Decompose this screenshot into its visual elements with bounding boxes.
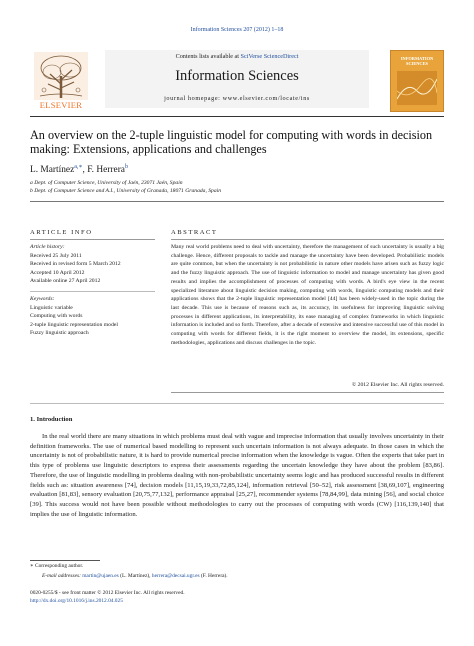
- keywords: [30, 295, 155, 338]
- cover-pattern-icon: [397, 71, 437, 105]
- email-label: E-mail addresses:: [42, 573, 83, 579]
- journal-masthead: [30, 44, 444, 114]
- article-info-heading: ARTICLE INFO: [30, 229, 93, 236]
- email-addresses: [42, 573, 444, 579]
- keywords-divider: [30, 291, 155, 292]
- email-link[interactable]: martin@ujaen.es: [82, 573, 119, 579]
- masthead-banner: [105, 50, 369, 108]
- history-entry: Available online 27 April 2012: [30, 278, 101, 285]
- elsevier-wordmark: ELSEVIER: [39, 100, 83, 110]
- contents-prefix: Contents lists available at: [175, 53, 241, 60]
- history-entry: Received 25 July 2011: [30, 252, 82, 259]
- history-entry: Received in revised form 5 March 2012: [30, 261, 121, 268]
- author-list: [30, 163, 444, 175]
- email-owner: (F. Herrera).: [199, 573, 228, 579]
- email-owner: (L. Martínez),: [118, 573, 152, 579]
- cover-title: INFORMATION SCIENCES: [400, 56, 434, 66]
- email-link[interactable]: herrera@decsai.ugr.es: [151, 573, 200, 579]
- keyword: Fuzzy linguistic approach: [30, 330, 89, 337]
- doi-link[interactable]: http://dx.doi.org/10.1016/j.ins.2012.04.025: [30, 598, 123, 604]
- abstract-text: Many real world problems need to deal with uncertainty, therefore the management of such uncertainty is usually a big challenge. Hence, different proposals to tackle and manage the uncertainty have been developed. Probabilistic models are quite common, but when the uncertainty is not probabilistic in nature other models have arisen such as fuzzy logic and the fuzzy linguistic approach. The use of linguistic information to model and manage uncertainty has given good results and implies the accomplishment of processes of computing with words. A bird's eye view in the recent specialized literature about linguistic decision making, computing with words, linguistic computing models and their applications shows that the 2-tuple linguistic representation model [44] has been widely-used in the topic during the last decade. This use is because of reasons such as, its accuracy, its usefulness for improving linguistic solving processes in different applications, its interpretability, its ease managing of complex frameworks in which linguistic information is included and so forth. Therefore, after a decade of extensive and intensive successful use of this model in computing with words for different fields, it is the right moment to overview the model, its extensions, specific methodologies, applications and discuss challenges in the topic.: [171, 244, 444, 346]
- paper-title: An overview on the 2-tuple linguistic model for computing with words in decision making: Extensions, applications and challenges: [30, 128, 433, 156]
- journal-cover-thumbnail: [390, 50, 444, 112]
- journal-homepage-link[interactable]: journal homepage: www.elsevier.com/locate/ins: [164, 95, 310, 102]
- copyright-notice: © 2012 Elsevier Inc. All rights reserved.: [351, 382, 444, 388]
- sciencedirect-link[interactable]: SciVerse ScienceDirect: [240, 53, 299, 60]
- author-separator: ,: [82, 165, 88, 176]
- title-divider: [30, 201, 444, 202]
- section-divider: [30, 403, 444, 404]
- affiliation: a Dept. of Computer Science, University of Jaén, 23071 Jaén, Spain: [30, 180, 183, 186]
- author-name: L. Martínez: [30, 165, 75, 176]
- history-label: Article history:: [30, 244, 65, 250]
- issn-line: 0020-0255/$ - see front matter © 2012 Elsevier Inc. All rights reserved.: [30, 590, 185, 596]
- journal-name: Information Sciences: [175, 68, 299, 84]
- abstract-end-divider: [171, 392, 444, 393]
- body-paragraph: In the real world there are many situations in which problems must deal with vague and imprecise information that usually involves uncertainty in their definition frameworks. The use of numerical based modelling to represent such uncertain information is not always adequate. In those cases in which the uncertainty is not of probabilistic nature, it is hard to provide numerical precise information when the knowledge is vague. Often the experts that take part in this type of problems use linguistic descriptors to express their assessments regarding the uncertain knowledge they have about the problem [83,86]. Therefore, the use of linguistic modelling in problems dealing with non-probabilistic uncertainty seems logic and has produced successful results in different fields such as: situation awareness [74], decision models [11,15,19,33,72,85,124], information retrieval [50–52], risk assessment [38,69,107], engineering evaluation [81,83], sensory evaluation [20,75,77,132], performance appraisal [25,27], recommender systems [78,84,99], data mining [56], and social choice [39]. This success would not have been possible without methodologies to carry out the processes of computing with words (CW) [116,139,140] that implies the use of linguistic information.: [30, 433, 444, 518]
- corresponding-author-note: ∗ Corresponding author.: [30, 563, 84, 569]
- author-name: F. Herrera: [87, 165, 125, 176]
- masthead-divider: [30, 116, 444, 117]
- contents-line: [105, 53, 369, 60]
- keywords-label: Keywords:: [30, 296, 55, 302]
- keyword: 2-tuple linguistic representation model: [30, 321, 118, 328]
- abstract-divider: [171, 239, 444, 240]
- keyword: Computing with words: [30, 313, 83, 320]
- history-entry: Accepted 10 April 2012: [30, 269, 85, 276]
- footnote-divider: [30, 560, 100, 561]
- section-heading: 1. Introduction: [30, 416, 73, 423]
- abstract-heading: ABSTRACT: [171, 229, 218, 236]
- author-affiliation-marker[interactable]: b: [124, 164, 128, 170]
- author-affiliation-marker[interactable]: a,∗: [74, 164, 83, 170]
- journal-reference[interactable]: Information Sciences 207 (2012) 1–18: [190, 27, 284, 33]
- article-history: [30, 243, 155, 286]
- affiliation: b Dept. of Computer Science and A.I., University of Granada, 18071 Granada, Spain: [30, 188, 221, 194]
- keyword: Linguistic variable: [30, 304, 73, 311]
- article-info-divider: [30, 239, 155, 240]
